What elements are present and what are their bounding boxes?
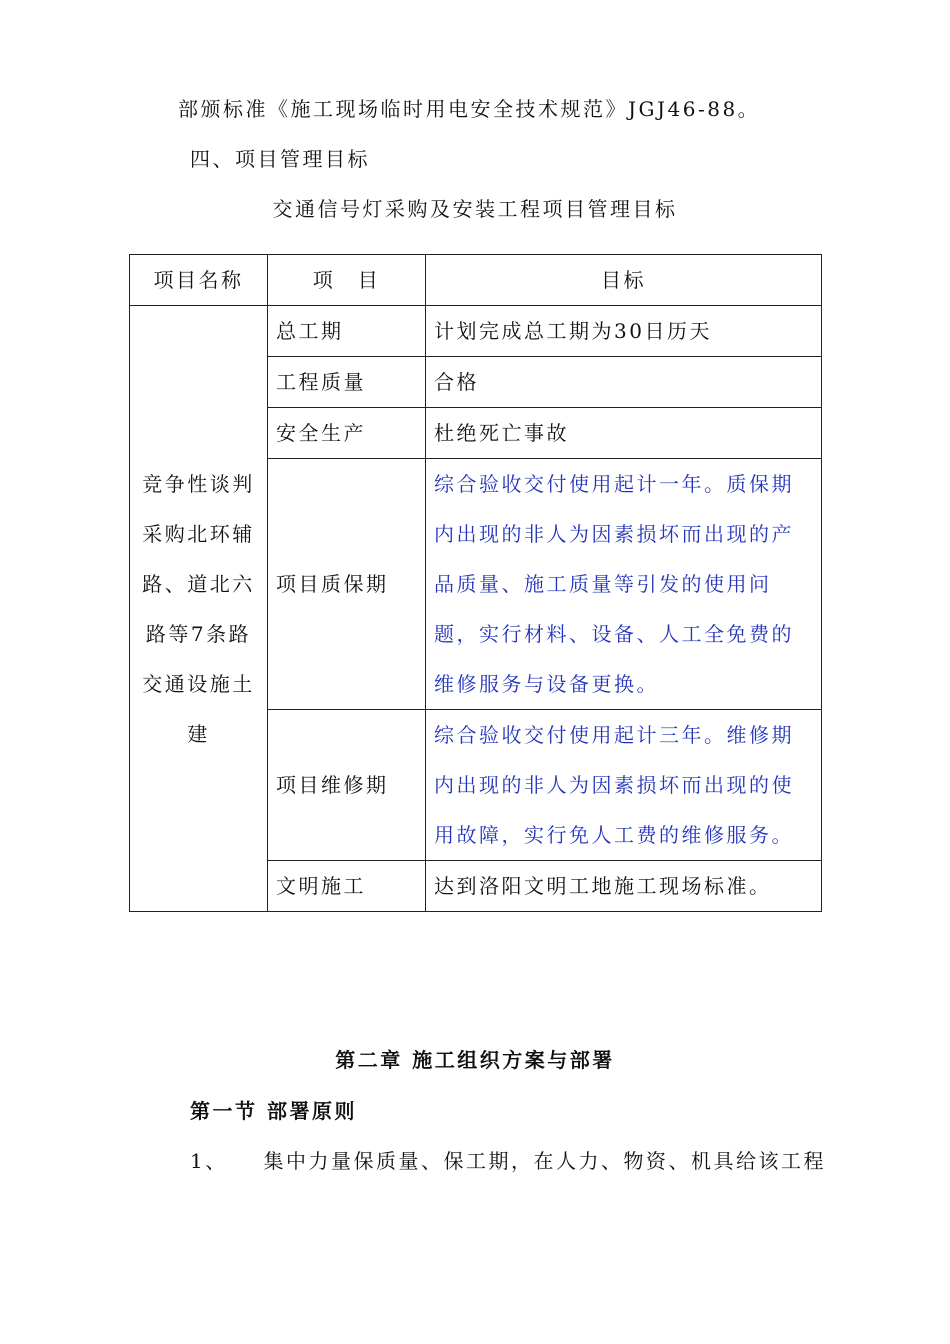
row-target: 杜绝死亡事故 xyxy=(426,408,822,459)
goals-table xyxy=(129,254,822,912)
project-name-cell: 竞争性谈判采购北环辅路、道北六路等7条路交通设施土建 xyxy=(130,306,268,912)
row-target: 达到洛阳文明工地施工现场标准。 xyxy=(426,861,822,912)
list-item-text: 集中力量保质量、保工期，在人力、物资、机具给该工程 xyxy=(263,1149,826,1173)
header-project-name: 项目名称 xyxy=(130,255,268,306)
header-target: 目标 xyxy=(426,255,822,306)
table-header-row xyxy=(130,255,822,306)
table-caption: 交通信号灯采购及安装工程项目管理目标 xyxy=(272,197,678,221)
table-row xyxy=(130,306,822,357)
row-item: 安全生产 xyxy=(268,408,426,459)
row-target: 计划完成总工期为30日历天 xyxy=(426,306,822,357)
row-target: 综合验收交付使用起计一年。质保期内出现的非人为因素损坏而出现的产品质量、施工质量等引发的使用问题，实行材料、设备、人工全免费的维修服务与设备更换。 xyxy=(426,459,822,710)
row-target: 合格 xyxy=(426,357,822,408)
row-item: 总工期 xyxy=(268,306,426,357)
list-item-number: 1、 xyxy=(190,1149,228,1173)
row-item: 项目维修期 xyxy=(268,710,426,861)
header-item: 项 目 xyxy=(268,255,426,306)
chapter-title: 第二章 施工组织方案与部署 xyxy=(335,1048,615,1072)
paragraph-line: 部颁标准《施工现场临时用电安全技术规范》JGJ46-88。 xyxy=(178,97,761,121)
row-item: 工程质量 xyxy=(268,357,426,408)
row-item: 项目质保期 xyxy=(268,459,426,710)
row-target: 综合验收交付使用起计三年。维修期内出现的非人为因素损坏而出现的使用故障，实行免人工费的维修服务。 xyxy=(426,710,822,861)
section-title: 第一节 部署原则 xyxy=(190,1099,357,1123)
row-item: 文明施工 xyxy=(268,861,426,912)
list-item xyxy=(190,1145,826,1174)
section-heading: 四、项目管理目标 xyxy=(190,147,370,171)
